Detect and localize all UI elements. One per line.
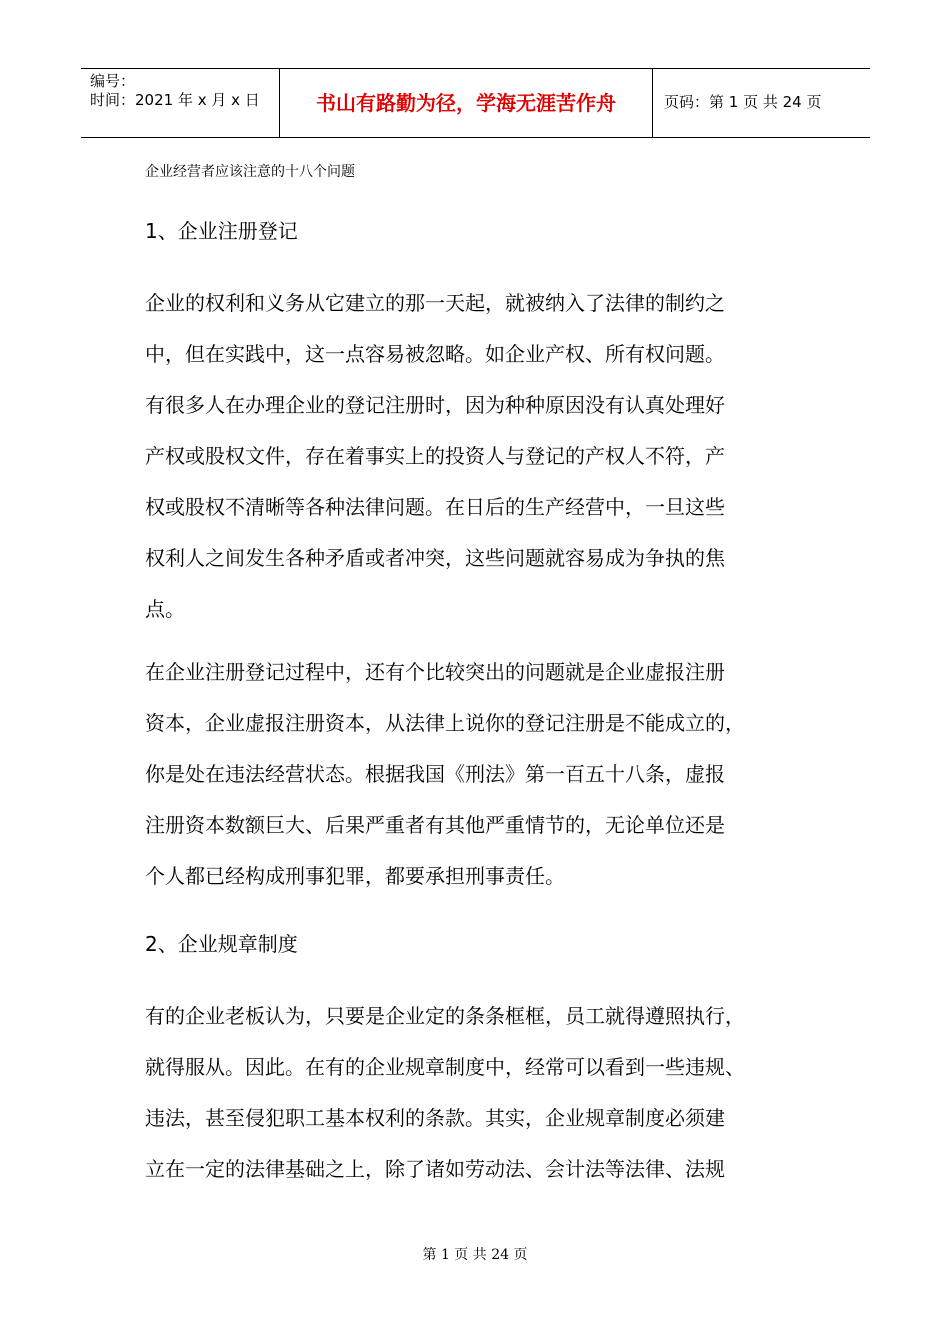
paragraph-line: 就得服从。因此。在有的企业规章制度中，经常可以看到一些违规、 — [145, 1055, 745, 1079]
paragraph — [145, 657, 805, 912]
header-page-cell — [653, 69, 870, 137]
header-motto-cell — [280, 69, 653, 137]
document-header — [81, 68, 870, 138]
date-line: 时间：2021 年 x 月 x 日 — [90, 91, 260, 109]
paragraph-line: 企业的权利和义务从它建立的那一天起，就被纳入了法律的制约之 — [145, 291, 725, 315]
motto-text: 书山有路勤为径，学海无涯苦作舟 — [316, 91, 616, 115]
paragraph-line: 点。 — [145, 597, 185, 621]
paragraph-line: 你是处在违法经营状态。根据我国《刑法》第一百五十八条，虚报 — [145, 762, 725, 786]
paragraph-line: 立在一定的法律基础之上，除了诸如劳动法、会计法等法律、法规 — [145, 1157, 725, 1181]
paragraph — [145, 1001, 805, 1205]
paragraph-line: 在企业注册登记过程中，还有个比较突出的问题就是企业虚报注册 — [145, 660, 725, 684]
page-footer: 第 1 页 共 24 页 — [422, 1247, 528, 1263]
number-label: 编号： — [90, 72, 136, 90]
paragraph-line: 权利人之间发生各种矛盾或者冲突，这些问题就容易成为争执的焦 — [145, 546, 725, 570]
paragraph — [145, 288, 805, 645]
paragraph-line: 中，但在实践中，这一点容易被忽略。如企业产权、所有权问题。 — [145, 342, 725, 366]
section-heading: 2、企业规章制度 — [145, 932, 298, 956]
paragraph-line: 违法，甚至侵犯职工基本权利的条款。其实，企业规章制度必须建 — [145, 1106, 725, 1130]
paragraph-line: 权或股权不清晰等各种法律问题。在日后的生产经营中，一旦这些 — [145, 495, 725, 519]
paragraph-line: 产权或股权文件，存在着事实上的投资人与登记的产权人不符，产 — [145, 444, 725, 468]
paragraph-line: 有很多人在办理企业的登记注册时，因为种种原因没有认真处理好 — [145, 393, 725, 417]
paragraph-line: 注册资本数额巨大、后果严重者有其他严重情节的，无论单位还是 — [145, 813, 725, 837]
document-title: 企业经营者应该注意的十八个问题 — [145, 164, 355, 180]
section-heading: 1、企业注册登记 — [145, 219, 298, 243]
header-meta-cell — [81, 69, 280, 137]
paragraph-line: 有的企业老板认为，只要是企业定的条条框框，员工就得遵照执行， — [145, 1004, 745, 1028]
page-code: 页码：第 1 页 共 24 页 — [664, 93, 822, 111]
paragraph-line: 个人都已经构成刑事犯罪，都要承担刑事责任。 — [145, 864, 565, 888]
paragraph-line: 资本，企业虚报注册资本，从法律上说你的登记注册是不能成立的， — [145, 711, 745, 735]
